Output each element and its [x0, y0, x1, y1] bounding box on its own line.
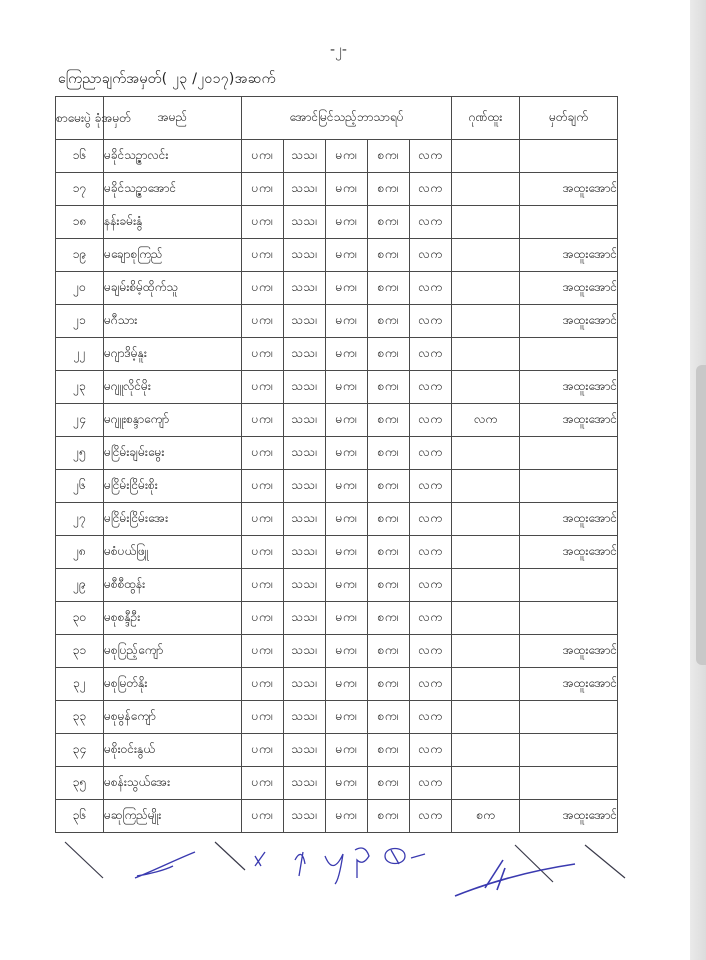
cell-subject: ပက၊	[242, 800, 284, 833]
diagonal-signature-strokes	[65, 842, 625, 882]
cell-remark	[520, 701, 618, 734]
cell-subject: သသ၊	[284, 404, 326, 437]
table-row	[56, 140, 618, 173]
cell-distinction	[452, 140, 520, 173]
cell-subject: ပက၊	[242, 404, 284, 437]
cell-subject: ပက၊	[242, 272, 284, 305]
cell-subject: စက၊	[368, 470, 410, 503]
cell-subject: လက	[410, 569, 452, 602]
cell-subject: ပက၊	[242, 437, 284, 470]
cell-distinction	[452, 536, 520, 569]
cell-remark: အထူးအောင်	[520, 305, 618, 338]
cell-name: မဂျူလိုင်မိုး	[104, 371, 242, 404]
cell-roll-no: ၂၃	[56, 371, 104, 404]
cell-remark	[520, 206, 618, 239]
cell-subject: လက	[410, 602, 452, 635]
cell-subject: လက	[410, 734, 452, 767]
cell-name: မစုမွန်ကျော်	[104, 701, 242, 734]
cell-subject: သသ၊	[284, 305, 326, 338]
cell-remark	[520, 734, 618, 767]
cell-remark: အထူးအောင်	[520, 272, 618, 305]
cell-distinction	[452, 305, 520, 338]
cell-subject: သသ၊	[284, 701, 326, 734]
cell-subject: လက	[410, 668, 452, 701]
cell-subject: ပက၊	[242, 140, 284, 173]
announcement-title: ကြေညာချက်အမှတ်( ၂၃ /၂၀၁၇)အဆက်	[58, 71, 276, 87]
cell-subject: မက၊	[326, 668, 368, 701]
table-row	[56, 767, 618, 800]
cell-subject: မက၊	[326, 800, 368, 833]
table-row	[56, 470, 618, 503]
cell-remark	[520, 437, 618, 470]
cell-roll-no: ၃၆	[56, 800, 104, 833]
cell-remark: အထူးအောင်	[520, 800, 618, 833]
cell-subject: မက၊	[326, 701, 368, 734]
cell-distinction	[452, 701, 520, 734]
cell-roll-no: ၂၉	[56, 569, 104, 602]
cell-distinction	[452, 767, 520, 800]
cell-subject: သသ၊	[284, 569, 326, 602]
cell-subject: လက	[410, 404, 452, 437]
cell-remark	[520, 140, 618, 173]
cell-distinction	[452, 668, 520, 701]
cell-subject: သသ၊	[284, 338, 326, 371]
table-body	[56, 140, 618, 833]
cell-subject: မက၊	[326, 734, 368, 767]
cell-subject: စက၊	[368, 734, 410, 767]
cell-subject: မက၊	[326, 404, 368, 437]
cell-distinction	[452, 173, 520, 206]
cell-subject: သသ၊	[284, 734, 326, 767]
cell-remark: အထူးအောင်	[520, 668, 618, 701]
cell-roll-no: ၂၇	[56, 503, 104, 536]
cell-subject: ပက၊	[242, 371, 284, 404]
cell-subject: စက၊	[368, 371, 410, 404]
cell-subject: သသ၊	[284, 602, 326, 635]
cell-name: မခိုင်သဥ္ဇာလင်း	[104, 140, 242, 173]
cell-distinction: လက	[452, 404, 520, 437]
cell-subject: သသ၊	[284, 470, 326, 503]
cell-subject: သသ၊	[284, 173, 326, 206]
cell-subject: စက၊	[368, 404, 410, 437]
cell-subject: လက	[410, 701, 452, 734]
cell-subject: သသ၊	[284, 272, 326, 305]
cell-remark	[520, 338, 618, 371]
cell-subject: စက၊	[368, 668, 410, 701]
header-subjects-passed: အောင်မြင်သည့်ဘာသာရပ်	[242, 97, 452, 140]
cell-name: မဂီသား	[104, 305, 242, 338]
cell-subject: လက	[410, 371, 452, 404]
cell-subject: ပက၊	[242, 206, 284, 239]
cell-subject: မက၊	[326, 602, 368, 635]
cell-distinction	[452, 338, 520, 371]
cell-name: မဆုကြည်မျိုး	[104, 800, 242, 833]
cell-roll-no: ၁၇	[56, 173, 104, 206]
cell-distinction	[452, 602, 520, 635]
cell-subject: သသ၊	[284, 635, 326, 668]
cell-distinction	[452, 206, 520, 239]
handwritten-signatures	[135, 848, 575, 896]
cell-subject: ပက၊	[242, 602, 284, 635]
cell-subject: စက၊	[368, 767, 410, 800]
cell-subject: မက၊	[326, 503, 368, 536]
table-row	[56, 800, 618, 833]
cell-remark	[520, 767, 618, 800]
cell-subject: စက၊	[368, 338, 410, 371]
cell-remark: အထူးအောင်	[520, 371, 618, 404]
table-row	[56, 602, 618, 635]
table-row	[56, 305, 618, 338]
cell-subject: စက၊	[368, 635, 410, 668]
cell-subject: သသ၊	[284, 668, 326, 701]
cell-subject: ပက၊	[242, 569, 284, 602]
cell-subject: မက၊	[326, 239, 368, 272]
cell-distinction	[452, 569, 520, 602]
cell-subject: လက	[410, 272, 452, 305]
cell-subject: မက၊	[326, 635, 368, 668]
cell-roll-no: ၁၆	[56, 140, 104, 173]
cell-subject: မက၊	[326, 437, 368, 470]
signature-area	[55, 830, 655, 910]
cell-name: မငြိမ်းငြိမ်းအေး	[104, 503, 242, 536]
cell-subject: စက၊	[368, 503, 410, 536]
cell-distinction	[452, 734, 520, 767]
cell-subject: မက၊	[326, 536, 368, 569]
table-row	[56, 437, 618, 470]
table-row	[56, 734, 618, 767]
table-row	[56, 206, 618, 239]
cell-remark: အထူးအောင်	[520, 503, 618, 536]
cell-remark: အထူးအောင်	[520, 239, 618, 272]
cell-subject: မက၊	[326, 305, 368, 338]
cell-remark: အထူးအောင်	[520, 404, 618, 437]
cell-subject: သသ၊	[284, 206, 326, 239]
cell-subject: လက	[410, 767, 452, 800]
cell-roll-no: ၂၀	[56, 272, 104, 305]
cell-remark	[520, 569, 618, 602]
cell-roll-no: ၃၂	[56, 668, 104, 701]
cell-roll-no: ၁၉	[56, 239, 104, 272]
table-row	[56, 635, 618, 668]
cell-subject: ပက၊	[242, 338, 284, 371]
cell-distinction	[452, 503, 520, 536]
cell-subject: သသ၊	[284, 239, 326, 272]
cell-subject: သသ၊	[284, 437, 326, 470]
cell-name: နန်းခမ်းနွံ	[104, 206, 242, 239]
cell-subject: စက၊	[368, 800, 410, 833]
cell-name: မချောစုကြည်	[104, 239, 242, 272]
cell-subject: လက	[410, 305, 452, 338]
cell-subject: သသ၊	[284, 371, 326, 404]
cell-subject: သသ၊	[284, 767, 326, 800]
cell-subject: စက၊	[368, 206, 410, 239]
cell-roll-no: ၃၅	[56, 767, 104, 800]
cell-roll-no: ၂၂	[56, 338, 104, 371]
cell-subject: မက၊	[326, 569, 368, 602]
table-row	[56, 371, 618, 404]
cell-roll-no: ၃၄	[56, 734, 104, 767]
cell-roll-no: ၃၃	[56, 701, 104, 734]
table-row	[56, 503, 618, 536]
cell-subject: စက၊	[368, 305, 410, 338]
table-header-row	[56, 97, 618, 140]
cell-name: မစုစန္ဒီဦး	[104, 602, 242, 635]
cell-name: မခိုင်သဥ္ဇာအောင်	[104, 173, 242, 206]
cell-subject: သသ၊	[284, 503, 326, 536]
cell-subject: မက၊	[326, 767, 368, 800]
cell-subject: သသ၊	[284, 536, 326, 569]
table-row	[56, 272, 618, 305]
cell-subject: စက၊	[368, 272, 410, 305]
cell-subject: လက	[410, 239, 452, 272]
cell-subject: လက	[410, 437, 452, 470]
cell-subject: ပက၊	[242, 503, 284, 536]
cell-name: မဂျူးစန္ဒာကျော်	[104, 404, 242, 437]
results-table	[55, 96, 618, 833]
cell-subject: မက၊	[326, 272, 368, 305]
cell-subject: မက၊	[326, 338, 368, 371]
cell-name: မစန်းသွယ်အေး	[104, 767, 242, 800]
cell-subject: ပက၊	[242, 239, 284, 272]
cell-distinction: စက	[452, 800, 520, 833]
cell-remark: အထူးအောင်	[520, 173, 618, 206]
page-number: -၂-	[330, 42, 347, 58]
cell-name: မစုပြည့်ကျော်	[104, 635, 242, 668]
header-distinction: ဂုဏ်ထူး	[452, 97, 520, 140]
header-name: အမည်	[104, 97, 242, 140]
cell-subject: ပက၊	[242, 635, 284, 668]
cell-subject: ပက၊	[242, 305, 284, 338]
cell-subject: လက	[410, 800, 452, 833]
cell-subject: မက၊	[326, 371, 368, 404]
cell-subject: စက၊	[368, 437, 410, 470]
cell-subject: စက၊	[368, 569, 410, 602]
cell-name: မစိုးဝင်းနွယ်	[104, 734, 242, 767]
cell-subject: မက၊	[326, 140, 368, 173]
cell-subject: သသ၊	[284, 800, 326, 833]
cell-name: မစုမြတ်နိုး	[104, 668, 242, 701]
cell-roll-no: ၂၄	[56, 404, 104, 437]
cell-subject: ပက၊	[242, 767, 284, 800]
cell-remark	[520, 602, 618, 635]
table-row	[56, 536, 618, 569]
cell-subject: သသ၊	[284, 140, 326, 173]
cell-distinction	[452, 437, 520, 470]
scrollbar[interactable]	[696, 365, 706, 665]
table-row	[56, 701, 618, 734]
cell-name: မစံပယ်ဖြူ	[104, 536, 242, 569]
cell-subject: စက၊	[368, 239, 410, 272]
table-row	[56, 338, 618, 371]
cell-subject: မက၊	[326, 206, 368, 239]
cell-subject: လက	[410, 470, 452, 503]
cell-roll-no: ၂၅	[56, 437, 104, 470]
cell-subject: လက	[410, 338, 452, 371]
cell-subject: စက၊	[368, 602, 410, 635]
cell-subject: စက၊	[368, 701, 410, 734]
cell-roll-no: ၂၈	[56, 536, 104, 569]
cell-name: မငြိမ်းငြိမ်းစိုး	[104, 470, 242, 503]
cell-subject: စက၊	[368, 140, 410, 173]
table-row	[56, 173, 618, 206]
cell-roll-no: ၃၀	[56, 602, 104, 635]
cell-roll-no: ၃၁	[56, 635, 104, 668]
cell-subject: လက	[410, 173, 452, 206]
cell-distinction	[452, 272, 520, 305]
cell-subject: ပက၊	[242, 173, 284, 206]
table-row	[56, 239, 618, 272]
cell-name: မစီစီထွန်း	[104, 569, 242, 602]
cell-subject: ပက၊	[242, 701, 284, 734]
cell-subject: ပက၊	[242, 470, 284, 503]
cell-subject: မက၊	[326, 470, 368, 503]
cell-subject: ပက၊	[242, 668, 284, 701]
cell-subject: လက	[410, 635, 452, 668]
table-row	[56, 404, 618, 437]
cell-distinction	[452, 635, 520, 668]
cell-roll-no: ၁၈	[56, 206, 104, 239]
cell-subject: လက	[410, 536, 452, 569]
cell-subject: မက၊	[326, 173, 368, 206]
cell-subject: စက၊	[368, 536, 410, 569]
cell-subject: လက	[410, 140, 452, 173]
cell-remark: အထူးအောင်	[520, 536, 618, 569]
cell-distinction	[452, 371, 520, 404]
cell-remark: အထူးအောင်	[520, 635, 618, 668]
cell-roll-no: ၂၆	[56, 470, 104, 503]
cell-distinction	[452, 470, 520, 503]
cell-subject: လက	[410, 503, 452, 536]
cell-subject: ပက၊	[242, 734, 284, 767]
cell-remark	[520, 470, 618, 503]
cell-subject: လက	[410, 206, 452, 239]
cell-name: မငြိမ်းချမ်းမွေး	[104, 437, 242, 470]
table-row	[56, 668, 618, 701]
cell-distinction	[452, 239, 520, 272]
cell-subject: စက၊	[368, 173, 410, 206]
header-roll-no: စာမေးပွဲ ခုံအမှတ်	[56, 97, 104, 140]
cell-name: မဂျာဒိမ့်နူး	[104, 338, 242, 371]
cell-roll-no: ၂၁	[56, 305, 104, 338]
header-remark: မှတ်ချက်	[520, 97, 618, 140]
table-row	[56, 569, 618, 602]
cell-name: မချမ်းစိမ့်ထိုက်သူ	[104, 272, 242, 305]
cell-subject: ပက၊	[242, 536, 284, 569]
